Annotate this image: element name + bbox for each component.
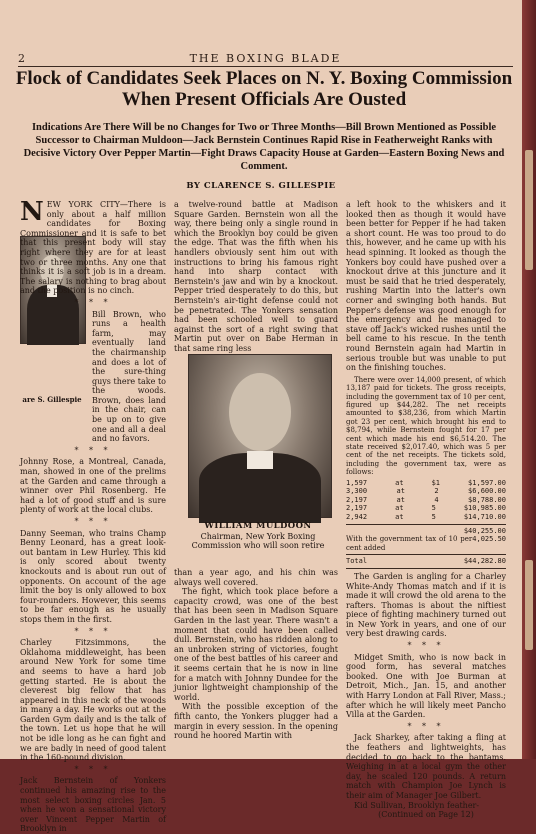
column-1-paragraph-2: Bill Brown, who runs a health farm, may eventually land the chairmanship and does a lot of the sure-thing guys there take to the woods. Brown, does land in the chair, can be up on to give one and all a deal and no favors.: [92, 309, 166, 444]
column-3-paragraph-6: Kid Sullivan, Brooklyn feather-: [354, 800, 480, 810]
column-3: [346, 200, 506, 820]
running-header: [18, 52, 513, 67]
author-photo-caption: are S. Gillespie: [22, 395, 82, 404]
column-2-continued: [174, 568, 338, 746]
column-1-paragraph-6: Jack Bernstein of Yonkers continued his amazing rise to the most select boxing circles Jan. 5 when he won a sensational victory over Vincent Pepper Martin of Brooklyn in: [20, 776, 166, 834]
ticket-total: Total $44,282.80: [346, 557, 506, 566]
column-3-paragraph-4: Midget Smith, who is now back in good form, has several matches booked. One with Joe Burman at Detroit, Mich., Jan. 15, and another with Harry London at Fall River, Mass.; after which he will likely meet Pancho Villa at the Garden.: [346, 652, 506, 720]
column-2-paragraph-3: The fight, which took place before a capacity crowd, was one of the best that has been seen in Madison Square Garden in the last year. There wasn't a moment that could have been called dull. Bernstein, who has ridden along to an unbroken string of victories, fought one of the best battles of his career and it seems certain that he is now in line for a match with Johnny Dundee for the junior lightweight championship of the world.: [174, 587, 338, 702]
muldoon-photo-collar: [247, 451, 273, 469]
column-1: [20, 197, 166, 834]
separator-stars: * * *: [74, 626, 112, 636]
column-2-paragraph-1: a twelve-round battle at Madison Square Garden. Bernstein won all the way, there being only a single round in which the Brooklyn boy could be given the edge. That was the fifth when his handlers obviously sent him out with instructions to bring his famous right hand into sharp contact with Bernstein's jaw and win by a knockout. Pepper tried desperately to do this, but Bernstein's air-tight defense could not be penetrated. The Yonkers sensation had been schooled well to guard against the sort of a right swing that Martin put over on Babe Herman in that same ring less: [174, 200, 338, 353]
deck: Indications Are There Will be no Changes for Two or Three Months—Bill Brown Mentioned as Possible Successor to Chairman Muldoon—Jack Bernstein Continues Rapid Rise in Featherweight Ranks with Decisive Victory Over Pepper Martin—Fight Draws Capacity House at Garden—Eastern Boxing News and Comment.: [23, 122, 505, 172]
separator-stars: * * *: [74, 764, 112, 774]
muldoon-caption: [176, 522, 340, 551]
continued-note: (Continued on Page 12): [378, 810, 474, 820]
ticket-row: 3,300 at 2 $6,600.00: [346, 487, 506, 496]
table-rule: [346, 554, 506, 555]
book-binding: [522, 0, 536, 759]
ticket-row: 1,597 at $1 $1,597.00: [346, 478, 506, 487]
ticket-row: 2,942 at 5 $14,710.00: [346, 512, 506, 521]
separator-stars: * * *: [74, 517, 112, 526]
muldoon-caption-description: Chairman, New York Boxing Commission who will soon retire: [191, 531, 325, 550]
separator-stars: * * *: [407, 721, 445, 731]
ticket-subtotal: $40,255.00: [463, 526, 506, 535]
column-3-paragraph-5: Jack Sharkey, after taking a fling at the feathers and lightweights, has decided to go back to the bantams. Weighing in at a local gym the other day, he scaled 120 pounds. A return match with Champion Joe Lynch is their aim of Manager Joe Gilbert.: [346, 733, 506, 800]
page-number: 2: [18, 52, 25, 65]
column-1-paragraph-1: [20, 197, 166, 296]
ticket-row: 2,197 at 5 $10,985.00: [346, 504, 506, 513]
column-2-paragraph-2: than a year ago, and his chin was always well covered.: [174, 568, 338, 587]
column-2-paragraph-4: With the possible exception of the fifth canto, the Yonkers plugger had a margin in every session. In the opening round he hoored Martin with: [174, 702, 338, 741]
separator-stars: * * *: [407, 641, 445, 651]
column-1-paragraph-4: Danny Seeman, who trains Champ Benny Leonard, has a great look-out bantam in Lew Hurley. This kid is only scored about twenty knockouts and is about run out of opponents. On account of the age limit the boy is only allowed to box four-rounders. However, this seems to be far enough as he usually stops them in the first.: [20, 528, 166, 624]
separator-stars: * * *: [74, 445, 112, 455]
table-rule: [346, 568, 506, 569]
column-3-paragraph-3: The Garden is angling for a Charley White-Andy Thomas match and if it is made it will crowd the old arena to the rafters. Thomas is about the niftiest piece of fighting machinery turned out in New York in years, and one of our very best drawing cards.: [346, 571, 506, 639]
column-3-paragraph-2: There were over 14,000 present, of which 13,187 paid for tickets. The gross receipts, including the government tax of 10 per cent, figured up $44,282. The net receipts amounted to $38,236, from which Martin got 23 per cent, which brought his end to $8,794, while Bernstein fought for 17 per cent which made his end $6,514.20. The state received $2,017.40, which was 5 per cent of the net receipts. The tickets sold, including the government tax, were as follows:: [346, 375, 506, 477]
separator-stars: * * *: [74, 297, 112, 307]
muldoon-photo-head: [229, 373, 291, 451]
column-1-text-1: EW YORK CITY—There is only about a half million candidates for Boxing Commissioner and it is safe to bet that this present body will stay right where they are for at least two or three months. Any one that thinks it is a soft job is in a dream. The salary is nothing to brag about and the position is no cinch.: [20, 200, 166, 296]
muldoon-photo: [188, 354, 332, 518]
ticket-row: 2,197 at 4 $8,788.00: [346, 495, 506, 504]
ticket-tax: With the government tax of 10 per cent added 4,025.50: [346, 535, 506, 552]
dropcap: N: [20, 197, 44, 227]
column-1-paragraph-3: Johnny Rose, a Montreal, Canada, man, showed in one of the prelims at the Garden and came through a winner over Phil Rosenberg. He had a lot of good stuff and is sure plenty of work at the local clubs.: [20, 457, 166, 515]
publication-title: THE BOXING BLADE: [189, 52, 342, 65]
ticket-table: [346, 479, 506, 569]
muldoon-caption-name: WILLIAM MULDOON: [204, 521, 312, 531]
byline: BY CLARENCE S. GILLESPIE: [186, 181, 336, 191]
table-rule: [346, 524, 506, 525]
headline: Flock of Candidates Seek Places on N. Y. Boxing Commission When Present Officials Are Ousted: [15, 68, 513, 110]
column-2: [174, 200, 338, 353]
column-1-paragraph-5: Charley Fitzsimmons, the Oklahoma middleweight, has been around New York for some time and seems to have a hard job getting started. He is about the cleverest big fellow that has appeared in this neck of the woods in many a day. He works out at the Garden Gym daily and is the talk of the town. Let us hope that he will not be idle long as he can fight and we are badly in need of good talent in the 160-pound division.: [20, 638, 166, 763]
column-3-paragraph-1: a left hook to the whiskers and it looked then as though it would have been better for Pepper if he had taken a short count. He was too proud to do this, however, and he came up with his head spinning. It looked as though the Yonkers boy could have pushed over a knockout drive at this juncture and it must be said that he tried desperately, rushing Martin into the latter's own corner and swinging both hands. But Pepper's defense was good enough for the emergency and he managed to stave off Jack's wicked rushes until the bell came to his rescue. In the tenth round Bernstein again had Martin in serious trouble but was unable to put on the finishing touches.: [346, 200, 506, 373]
